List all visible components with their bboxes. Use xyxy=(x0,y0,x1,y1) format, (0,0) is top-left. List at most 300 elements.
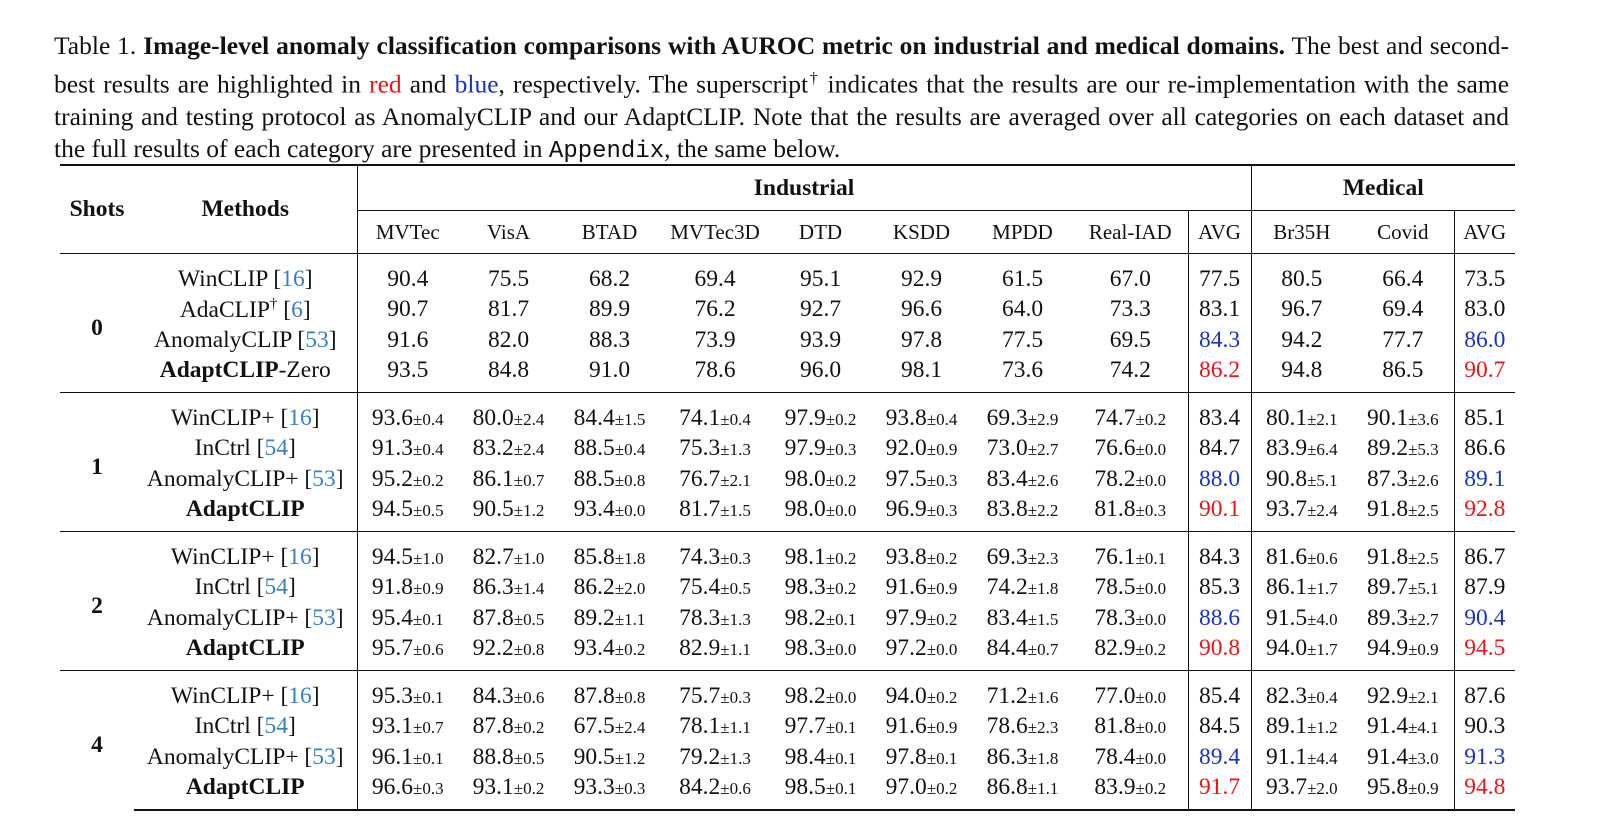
value: 98.4 xyxy=(784,743,826,770)
citation-link[interactable]: 54 xyxy=(264,574,288,601)
value: 84.3 xyxy=(472,682,514,709)
method-name: WinCLIP+ xyxy=(170,682,275,709)
value: 89.4 xyxy=(1198,743,1241,770)
value: 91.0 xyxy=(588,357,631,384)
value-cell xyxy=(559,495,660,532)
value: 86.7 xyxy=(1464,543,1506,570)
value: 84.3 xyxy=(1198,326,1241,353)
std-value: ±5.1 xyxy=(1307,470,1338,490)
citation-link[interactable]: 16 xyxy=(281,265,305,292)
std-value: ±2.7 xyxy=(1408,609,1439,629)
std-value: ±1.3 xyxy=(720,609,751,629)
value: 91.7 xyxy=(1198,774,1241,801)
value: 86.1 xyxy=(472,465,514,492)
value: 97.8 xyxy=(900,326,943,353)
value-cell xyxy=(1454,532,1515,573)
std-value: ±0.0 xyxy=(1135,470,1167,490)
value: 98.3 xyxy=(784,635,826,662)
value-cell xyxy=(357,603,458,634)
value: 89.7 xyxy=(1366,574,1409,601)
std-value: ±2.0 xyxy=(614,579,646,599)
value-cell xyxy=(871,295,972,326)
shots-cell: 1 xyxy=(60,393,134,532)
std-value: ±0.7 xyxy=(513,470,545,490)
value-cell xyxy=(972,434,1073,465)
value: 76.1 xyxy=(1094,543,1136,570)
citation-link[interactable]: 16 xyxy=(288,682,312,709)
value-cell xyxy=(1352,773,1454,811)
value-cell xyxy=(1352,532,1454,573)
std-value: ±0.3 xyxy=(825,440,857,460)
table-caption xyxy=(54,30,1509,169)
value: 91.8 xyxy=(1366,496,1409,523)
caption-red-word: red xyxy=(369,69,402,98)
value: 94.5 xyxy=(371,496,414,523)
value-cell xyxy=(559,671,660,712)
column-header-avg: AVG xyxy=(1188,211,1251,254)
method-name: InCtrl xyxy=(194,435,251,462)
value-cell xyxy=(1251,671,1352,712)
column-header-mpdd: MPDD xyxy=(972,211,1073,254)
value-cell xyxy=(1454,254,1515,295)
std-value: ±2.4 xyxy=(1307,501,1338,521)
value-cell xyxy=(559,573,660,604)
column-header-dtd: DTD xyxy=(770,211,871,254)
method-cell: InCtrl [54] xyxy=(194,574,296,601)
citation-link[interactable]: 54 xyxy=(264,713,288,740)
std-value: ±2.1 xyxy=(1408,687,1439,707)
value-cell xyxy=(871,434,972,465)
value: 90.7 xyxy=(387,296,429,323)
std-value: ±0.1 xyxy=(825,609,857,629)
value: 89.2 xyxy=(573,604,615,631)
value-cell xyxy=(1251,356,1352,393)
std-value: ±1.1 xyxy=(720,640,751,660)
value-cell xyxy=(1073,295,1188,326)
value-cell xyxy=(1352,254,1454,295)
value-cell xyxy=(1251,532,1352,573)
value: 96.6 xyxy=(371,774,414,801)
value: 78.3 xyxy=(1094,604,1136,631)
value: 67.5 xyxy=(573,713,615,740)
value: 86.1 xyxy=(1265,574,1308,601)
value-cell xyxy=(1188,495,1251,532)
value: 94.8 xyxy=(1281,357,1323,384)
std-value: ±1.1 xyxy=(614,609,646,629)
caption-title: Image-level anomaly classification comparisons with AUROC metric on industrial and medical domains. xyxy=(143,31,1286,60)
std-value: ±0.3 xyxy=(614,779,646,799)
std-value: ±1.8 xyxy=(1027,579,1059,599)
citation-link[interactable]: 6 xyxy=(291,296,303,323)
value-cell xyxy=(559,634,660,671)
value: 96.1 xyxy=(371,743,414,770)
method-cell xyxy=(134,495,357,532)
citation-link[interactable]: 16 xyxy=(288,404,312,431)
value-cell xyxy=(1352,634,1454,671)
value: 80.5 xyxy=(1281,265,1323,292)
value-cell xyxy=(1251,495,1352,532)
std-value: ±2.5 xyxy=(1408,501,1439,521)
std-value: ±0.2 xyxy=(513,779,545,799)
std-value: ±0.9 xyxy=(413,579,444,599)
std-value: ±0.2 xyxy=(614,640,646,660)
value: 75.5 xyxy=(487,265,530,292)
value: 89.2 xyxy=(1366,435,1409,462)
value: 69.3 xyxy=(986,404,1028,431)
value: 90.4 xyxy=(1464,604,1506,631)
method-suffix: -Zero xyxy=(278,357,331,384)
value-cell xyxy=(1454,634,1515,671)
std-value: ±1.5 xyxy=(720,501,751,521)
std-value: ±0.0 xyxy=(1135,579,1167,599)
std-value: ±2.4 xyxy=(614,718,646,738)
value-cell xyxy=(660,393,770,434)
value-cell xyxy=(559,393,660,434)
value-cell xyxy=(1073,573,1188,604)
std-value: ±0.3 xyxy=(720,687,751,707)
citation-link[interactable]: 53 xyxy=(312,465,336,492)
std-value: ±0.3 xyxy=(720,548,751,568)
value: 69.3 xyxy=(986,543,1028,570)
std-value: ±1.0 xyxy=(413,548,444,568)
std-value: ±1.2 xyxy=(614,748,646,768)
value-cell xyxy=(1454,495,1515,532)
value-cell xyxy=(357,325,458,356)
caption-text-3: , respectively. The superscript xyxy=(498,69,809,98)
std-value: ±5.1 xyxy=(1408,579,1439,599)
value: 78.4 xyxy=(1094,743,1136,770)
value-cell xyxy=(871,464,972,495)
std-value: ±1.0 xyxy=(513,548,545,568)
value-cell xyxy=(1188,573,1251,604)
std-value: ±2.7 xyxy=(1027,440,1059,460)
std-value: ±1.6 xyxy=(1027,687,1059,707)
value: 98.1 xyxy=(784,543,826,570)
value: 85.1 xyxy=(1464,404,1506,431)
value-cell xyxy=(357,254,458,295)
method-cell: AnomalyCLIP+ [53] xyxy=(146,743,344,770)
value: 91.5 xyxy=(1265,604,1308,631)
value: 86.6 xyxy=(1464,435,1506,462)
value-cell xyxy=(1352,434,1454,465)
value: 83.4 xyxy=(1198,404,1241,431)
value-cell xyxy=(357,495,458,532)
table-row xyxy=(60,254,1515,295)
value: 84.7 xyxy=(1198,435,1241,462)
value: 94.2 xyxy=(1281,326,1323,353)
value: 73.0 xyxy=(986,435,1028,462)
value: 83.1 xyxy=(1198,296,1241,323)
value: 97.2 xyxy=(885,635,927,662)
value-cell xyxy=(871,495,972,532)
std-value: ±1.2 xyxy=(513,501,545,521)
value: 94.0 xyxy=(1265,635,1308,662)
table-row xyxy=(60,434,1515,465)
value-cell xyxy=(1352,573,1454,604)
value-cell xyxy=(660,325,770,356)
value-cell xyxy=(1454,464,1515,495)
header-shots: Shots xyxy=(60,165,134,254)
value: 76.7 xyxy=(679,465,721,492)
table-row xyxy=(60,742,1515,773)
value-cell xyxy=(1251,325,1352,356)
value-cell xyxy=(458,295,559,326)
value: 93.4 xyxy=(573,635,615,662)
value-cell xyxy=(871,356,972,393)
value-cell xyxy=(770,254,871,295)
value-cell xyxy=(972,573,1073,604)
value: 83.9 xyxy=(1094,774,1136,801)
value-cell xyxy=(458,356,559,393)
std-value: ±5.3 xyxy=(1408,440,1439,460)
std-value: ±2.3 xyxy=(1027,548,1059,568)
value-cell xyxy=(1352,325,1454,356)
value: 94.9 xyxy=(1366,635,1409,662)
value: 67.0 xyxy=(1109,265,1151,292)
value-cell xyxy=(1251,603,1352,634)
value: 88.5 xyxy=(573,435,615,462)
value-cell xyxy=(458,742,559,773)
value: 98.2 xyxy=(784,682,826,709)
value: 98.0 xyxy=(784,465,826,492)
std-value: ±0.4 xyxy=(720,409,751,429)
value-cell xyxy=(559,742,660,773)
value-cell xyxy=(972,254,1073,295)
value: 77.5 xyxy=(1001,326,1044,353)
std-value: ±0.1 xyxy=(825,748,857,768)
citation-link[interactable]: 54 xyxy=(264,435,288,462)
value-cell xyxy=(1454,671,1515,712)
std-value: ±0.7 xyxy=(1027,640,1059,660)
value: 92.7 xyxy=(799,296,842,323)
value: 93.3 xyxy=(573,774,615,801)
std-value: ±0.4 xyxy=(413,409,444,429)
value: 82.9 xyxy=(1094,635,1136,662)
value-cell xyxy=(357,773,458,811)
citation-link[interactable]: 53 xyxy=(312,743,336,770)
value: 78.5 xyxy=(1094,574,1136,601)
value: 75.7 xyxy=(679,682,721,709)
value: 85.4 xyxy=(1198,682,1241,709)
std-value: ±1.4 xyxy=(513,579,545,599)
std-value: ±0.0 xyxy=(1135,748,1167,768)
value: 83.4 xyxy=(986,604,1028,631)
value-cell xyxy=(357,356,458,393)
method-cell: WinCLIP [16] xyxy=(177,265,313,292)
value: 91.3 xyxy=(371,435,414,462)
value: 95.3 xyxy=(371,682,414,709)
value-cell xyxy=(972,356,1073,393)
std-value: ±0.2 xyxy=(513,718,545,738)
method-name: InCtrl xyxy=(194,574,251,601)
std-value: ±4.4 xyxy=(1307,748,1338,768)
value-cell xyxy=(1073,464,1188,495)
value: 71.2 xyxy=(986,682,1028,709)
std-value: ±0.4 xyxy=(926,409,958,429)
std-value: ±0.4 xyxy=(614,440,646,460)
std-value: ±4.0 xyxy=(1307,609,1338,629)
value-cell xyxy=(660,773,770,811)
method-cell: AnomalyCLIP+ [53] xyxy=(146,465,344,492)
value: 94.5 xyxy=(1464,635,1506,662)
shots-cell: 0 xyxy=(91,314,103,341)
value: 89.3 xyxy=(1366,604,1409,631)
std-value: ±0.6 xyxy=(413,640,444,660)
table-row xyxy=(60,573,1515,604)
value-cell xyxy=(1352,295,1454,326)
column-header-br35h: Br35H xyxy=(1251,211,1352,254)
value: 87.8 xyxy=(472,713,514,740)
citation-link[interactable]: 16 xyxy=(288,543,312,570)
method-cell xyxy=(134,634,357,671)
value: 91.8 xyxy=(371,574,414,601)
value: 92.2 xyxy=(472,635,514,662)
value: 94.5 xyxy=(371,543,414,570)
value-cell xyxy=(972,495,1073,532)
value: 95.7 xyxy=(371,635,414,662)
value: 86.8 xyxy=(986,774,1028,801)
shots-cell: 2 xyxy=(60,532,134,671)
value: 86.3 xyxy=(986,743,1028,770)
value: 93.7 xyxy=(1265,774,1308,801)
std-value: ±2.5 xyxy=(1408,548,1439,568)
std-value: ±0.2 xyxy=(825,548,857,568)
value: 97.5 xyxy=(885,465,927,492)
value: 73.3 xyxy=(1109,296,1151,323)
value-cell xyxy=(871,573,972,604)
value: 93.4 xyxy=(573,496,615,523)
table-row xyxy=(60,393,1515,434)
std-value: ±0.1 xyxy=(413,687,444,707)
value-cell xyxy=(972,325,1073,356)
value-cell xyxy=(458,603,559,634)
value: 73.5 xyxy=(1464,265,1506,292)
value: 81.6 xyxy=(1265,543,1308,570)
value-cell xyxy=(770,464,871,495)
value-cell xyxy=(559,325,660,356)
value: 86.5 xyxy=(1382,357,1424,384)
value-cell xyxy=(1454,295,1515,326)
std-value: ±0.1 xyxy=(825,779,857,799)
citation-link[interactable]: 53 xyxy=(305,326,329,353)
method-name: AnomalyCLIP+ xyxy=(146,604,299,631)
value: 73.6 xyxy=(1001,357,1044,384)
value-cell xyxy=(458,634,559,671)
value-cell xyxy=(770,434,871,465)
method-cell xyxy=(134,773,357,811)
value: 69.4 xyxy=(694,265,736,292)
value-cell xyxy=(871,634,972,671)
value-cell xyxy=(458,325,559,356)
std-value: ±0.2 xyxy=(926,779,958,799)
value-cell xyxy=(559,254,660,295)
std-value: ±0.1 xyxy=(413,748,444,768)
value-cell xyxy=(972,603,1073,634)
caption-text-1: The best and second-best results are highlighted in xyxy=(54,31,1509,98)
value-cell xyxy=(1188,464,1251,495)
std-value: ±0.0 xyxy=(1135,687,1167,707)
value-cell xyxy=(770,295,871,326)
std-value: ±0.5 xyxy=(413,501,444,521)
std-value: ±0.2 xyxy=(926,548,958,568)
value-cell xyxy=(871,712,972,743)
value-cell xyxy=(660,295,770,326)
value-cell xyxy=(770,712,871,743)
method-dagger: † xyxy=(269,295,278,312)
value-cell xyxy=(1454,393,1515,434)
value-cell xyxy=(559,295,660,326)
value: 87.8 xyxy=(472,604,514,631)
method-cell: AnomalyCLIP [53] xyxy=(153,326,337,353)
value-cell xyxy=(871,532,972,573)
caption-appendix: Appendix xyxy=(548,138,665,165)
value-cell xyxy=(1073,356,1188,393)
std-value: ±1.7 xyxy=(1307,579,1338,599)
value: 68.2 xyxy=(588,265,631,292)
value-cell xyxy=(660,434,770,465)
value-cell xyxy=(458,773,559,811)
value: 74.1 xyxy=(679,404,721,431)
method-name: AnomalyCLIP+ xyxy=(146,465,299,492)
value: 78.3 xyxy=(679,604,721,631)
value-cell xyxy=(357,742,458,773)
caption-text-5: , the same below. xyxy=(664,134,841,163)
value-cell xyxy=(1188,671,1251,712)
value-cell xyxy=(871,393,972,434)
value: 98.3 xyxy=(784,574,826,601)
value-cell xyxy=(1188,295,1251,326)
value: 86.2 xyxy=(573,574,615,601)
value-cell xyxy=(660,532,770,573)
method-name: WinCLIP xyxy=(177,265,268,292)
std-value: ±0.6 xyxy=(720,779,751,799)
std-value: ±0.3 xyxy=(926,501,958,521)
value-cell xyxy=(458,393,559,434)
value: 95.1 xyxy=(799,265,842,292)
method-name: AdaCLIP xyxy=(179,296,270,323)
value-cell xyxy=(1352,712,1454,743)
value-cell xyxy=(1454,773,1515,811)
std-value: ±0.1 xyxy=(926,748,958,768)
column-header-ksdd: KSDD xyxy=(871,211,972,254)
value: 79.2 xyxy=(679,743,721,770)
value-cell xyxy=(1251,295,1352,326)
value-cell xyxy=(871,254,972,295)
value: 93.1 xyxy=(472,774,514,801)
std-value: ±3.6 xyxy=(1408,409,1439,429)
value: 87.9 xyxy=(1464,574,1506,601)
value: 77.5 xyxy=(1198,265,1241,292)
value: 83.8 xyxy=(986,496,1028,523)
value: 84.2 xyxy=(679,774,721,801)
value-cell xyxy=(1352,742,1454,773)
value: 95.2 xyxy=(371,465,414,492)
value: 88.5 xyxy=(573,465,615,492)
citation-link[interactable]: 53 xyxy=(312,604,336,631)
value-cell xyxy=(1073,532,1188,573)
value-cell xyxy=(1454,712,1515,743)
table-row xyxy=(60,712,1515,743)
std-value: ±0.2 xyxy=(1135,640,1167,660)
value: 91.1 xyxy=(1265,743,1308,770)
value-cell xyxy=(559,712,660,743)
value: 76.6 xyxy=(1094,435,1136,462)
value-cell xyxy=(357,671,458,712)
std-value: ±1.1 xyxy=(1027,779,1059,799)
value: 91.8 xyxy=(1366,543,1409,570)
column-header-avg: AVG xyxy=(1454,211,1515,254)
value-cell xyxy=(660,573,770,604)
